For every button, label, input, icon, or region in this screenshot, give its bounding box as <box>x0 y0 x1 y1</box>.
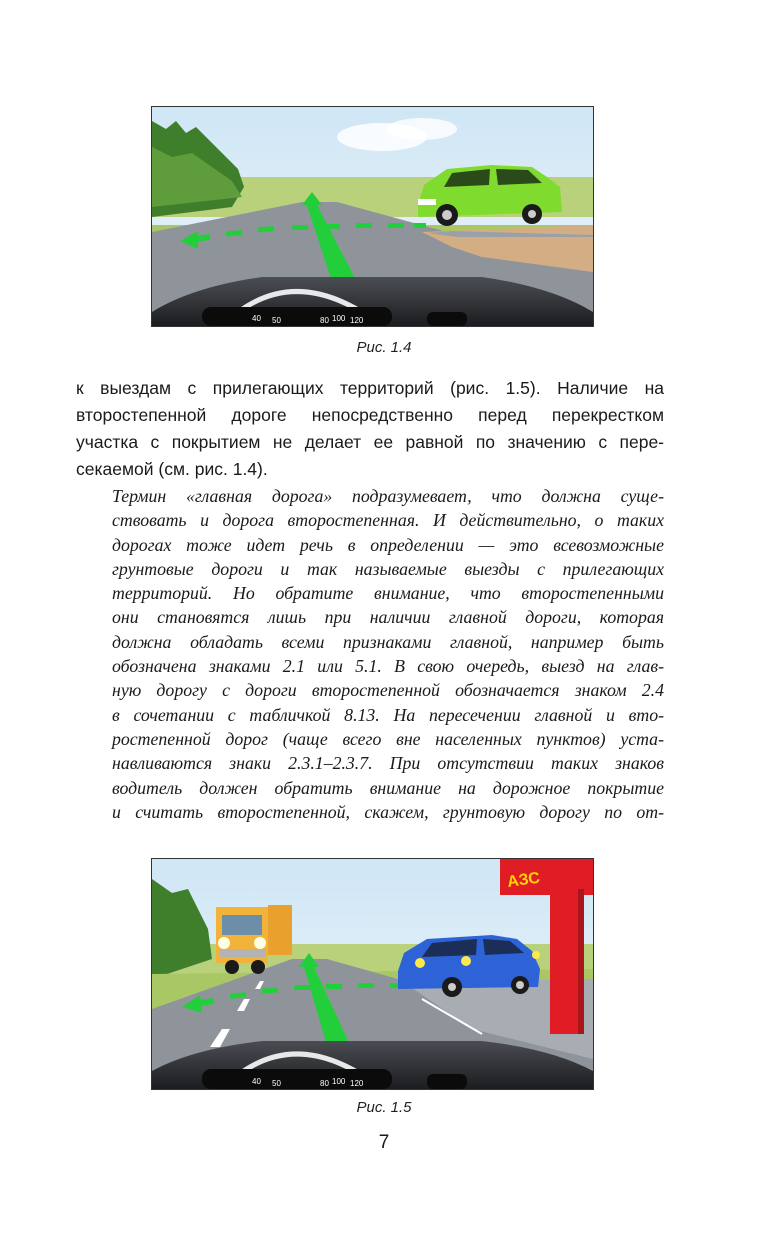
text-line: дорогах тоже идет речь в определении — это всевозможные <box>112 534 664 555</box>
figure-1-5-illustration <box>151 858 594 1090</box>
text-line: к выездам с прилегающих территорий (рис. 1.5). Наличие на <box>76 378 664 398</box>
text-line: второстепенной дороге непосредственно перед перекрестком <box>76 405 664 425</box>
text-line: Термин «главная дорога» подразумевает, что должна суще- <box>112 486 664 506</box>
text-line: они становятся лишь при наличии главной дороги, которая <box>112 607 664 628</box>
text-line: должна обладать всеми признаками главной, например быть <box>112 631 664 652</box>
text-line: секаемой (см. рис. 1.4). <box>76 459 268 479</box>
speed-tick-40: 40 <box>252 314 261 323</box>
text-line: и считать второстепенной, скажем, грунтовую дорогу по от- <box>112 801 664 822</box>
speed-tick-50: 50 <box>272 316 281 325</box>
page-number: 7 <box>378 1132 390 1153</box>
speed-tick-100: 100 <box>332 314 346 323</box>
text-line: ную дорогу с дороги второстепенной обозначается знаком 2.4 <box>112 680 664 701</box>
paragraph-1 <box>76 375 664 483</box>
figure-1-5-caption: Рис. 1.5 <box>356 1099 412 1116</box>
speed-tick-120: 120 <box>350 316 364 325</box>
air-vent <box>427 312 467 326</box>
text-line: в сочетании с табличкой 8.13. На пересечении главной и вто- <box>112 704 664 725</box>
speed-tick-80: 80 <box>320 1079 329 1088</box>
figure-1-4-illustration <box>151 106 594 327</box>
text-line: участка с покрытием не делает ее равной по значению с пере- <box>76 432 664 452</box>
gas-station-label: АЗС <box>506 869 541 891</box>
cloud <box>387 118 457 140</box>
text-line: навливаются знаки 2.3.1–2.3.7. При отсутствии таких знаков <box>112 753 664 774</box>
speed-tick-100: 100 <box>332 1077 346 1086</box>
speed-tick-80: 80 <box>320 316 329 325</box>
text-line: водитель должен обратить внимание на дорожное покрытие <box>112 777 664 798</box>
figure-1-4-caption: Рис. 1.4 <box>356 339 412 356</box>
speed-tick-50: 50 <box>272 1079 281 1088</box>
text-line: территорий. Но обратите внимание, что второстепенными <box>112 583 664 604</box>
text-line: ростепенной дорог (чаще всего вне населенных пунктов) уста- <box>112 728 664 749</box>
blue-car <box>398 935 540 997</box>
text-line: грунтовые дороги и так называемые выезды с прилегающих <box>112 558 664 579</box>
speed-tick-40: 40 <box>252 1077 261 1086</box>
speed-tick-120: 120 <box>350 1079 364 1088</box>
speedometer-panel <box>202 1069 392 1089</box>
speedometer-panel <box>202 307 392 326</box>
text-line: обозначена знаками 2.1 или 5.1. В свою очередь, выезд на глав- <box>112 656 664 677</box>
text-line: ствовать и дорога второстепенная. И действительно, о таких <box>112 510 664 531</box>
air-vent <box>427 1074 467 1089</box>
paragraph-2 <box>76 484 664 824</box>
